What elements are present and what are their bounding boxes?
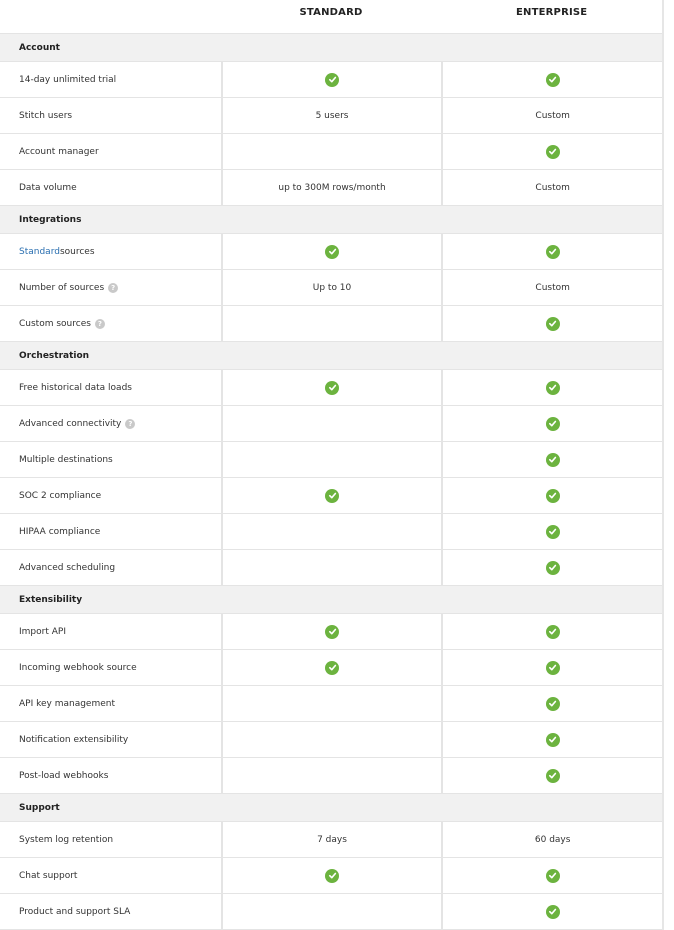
enterprise-value <box>441 370 662 405</box>
table-row <box>0 170 662 206</box>
standard-value <box>221 758 442 793</box>
standard-value: Up to 10 <box>221 270 442 305</box>
section-header: Support <box>0 794 662 822</box>
enterprise-value <box>441 306 662 341</box>
feature-label: 14-day unlimited trial <box>19 74 117 85</box>
section-header: Orchestration <box>0 342 662 370</box>
check-icon <box>546 73 560 87</box>
feature-label: Multiple destinations <box>19 454 113 465</box>
standard-sources-link[interactable]: Standard <box>19 246 60 257</box>
standard-value <box>221 722 442 757</box>
check-icon <box>546 561 560 575</box>
section-header: Account <box>0 34 662 62</box>
standard-value <box>221 550 442 585</box>
standard-value <box>221 134 442 169</box>
check-icon <box>325 73 339 87</box>
feature-label: Data volume <box>19 182 77 193</box>
feature-label: Post-load webhooks <box>19 770 109 781</box>
check-icon <box>546 869 560 883</box>
check-icon <box>546 453 560 467</box>
check-icon <box>325 625 339 639</box>
table-row <box>0 858 662 894</box>
check-icon <box>546 145 560 159</box>
standard-value <box>221 370 442 405</box>
enterprise-value <box>441 478 662 513</box>
table-row <box>0 98 662 134</box>
table-row <box>0 686 662 722</box>
table-row <box>0 234 662 270</box>
feature-label: API key management <box>19 698 116 709</box>
header-spacer <box>0 0 221 33</box>
table-row <box>0 514 662 550</box>
enterprise-value: Custom <box>441 170 662 205</box>
feature-label: Notification extensibility <box>19 734 129 745</box>
enterprise-value <box>441 650 662 685</box>
table-body <box>0 34 662 930</box>
enterprise-value <box>441 442 662 477</box>
section-header: Extensibility <box>0 586 662 614</box>
feature-label: Chat support <box>19 870 78 881</box>
enterprise-value: Custom <box>441 270 662 305</box>
standard-column-title: STANDARD <box>299 7 363 18</box>
feature-label: Advanced connectivity ? <box>0 406 221 441</box>
enterprise-value <box>441 62 662 97</box>
table-row <box>0 406 662 442</box>
table-row <box>0 62 662 98</box>
section-header: Integrations <box>0 206 662 234</box>
feature-label: Custom sources ? <box>0 306 221 341</box>
standard-value <box>221 650 442 685</box>
feature-label: HIPAA compliance <box>19 526 101 537</box>
standard-value: up to 300M rows/month <box>221 170 442 205</box>
feature-label: Import API <box>19 626 66 637</box>
table-row <box>0 894 662 930</box>
enterprise-value <box>441 234 662 269</box>
table-row <box>0 270 662 306</box>
check-icon <box>546 317 560 331</box>
feature-label: Account manager <box>19 146 99 157</box>
standard-value <box>221 514 442 549</box>
check-icon <box>546 625 560 639</box>
table-row <box>0 134 662 170</box>
feature-label: Advanced scheduling <box>19 562 116 573</box>
enterprise-value: 60 days <box>441 822 662 857</box>
standard-value: 7 days <box>221 822 442 857</box>
standard-value <box>221 234 442 269</box>
table-row <box>0 758 662 794</box>
standard-value <box>221 442 442 477</box>
check-icon <box>546 417 560 431</box>
standard-value <box>221 406 442 441</box>
check-icon <box>325 381 339 395</box>
table-row <box>0 306 662 342</box>
feature-label: Stitch users <box>19 110 73 121</box>
table-row <box>0 614 662 650</box>
standard-value <box>221 686 442 721</box>
check-icon <box>325 489 339 503</box>
standard-value <box>221 478 442 513</box>
feature-label: Product and support SLA <box>19 906 131 917</box>
standard-value <box>221 614 442 649</box>
table-row <box>0 550 662 586</box>
check-icon <box>546 489 560 503</box>
enterprise-value: Custom <box>441 98 662 133</box>
check-icon <box>546 769 560 783</box>
standard-value: 5 users <box>221 98 442 133</box>
enterprise-value <box>441 722 662 757</box>
standard-value <box>221 62 442 97</box>
enterprise-value <box>441 758 662 793</box>
enterprise-value <box>441 686 662 721</box>
enterprise-value <box>441 614 662 649</box>
table-row <box>0 650 662 686</box>
check-icon <box>325 869 339 883</box>
feature-label: Free historical data loads <box>19 382 132 393</box>
check-icon <box>546 245 560 259</box>
enterprise-value <box>441 406 662 441</box>
help-icon[interactable]: ? <box>95 319 105 329</box>
feature-label: Standard sources <box>19 246 95 257</box>
table-row <box>0 722 662 758</box>
check-icon <box>546 905 560 919</box>
table-row <box>0 822 662 858</box>
check-icon <box>546 733 560 747</box>
standard-value <box>221 858 442 893</box>
check-icon <box>546 525 560 539</box>
feature-label: Number of sources ? <box>0 270 221 305</box>
help-icon[interactable]: ? <box>125 419 135 429</box>
standard-value <box>221 306 442 341</box>
table-header <box>0 0 662 34</box>
table-row <box>0 478 662 514</box>
enterprise-value <box>441 858 662 893</box>
check-icon <box>325 661 339 675</box>
standard-value <box>221 894 442 929</box>
check-icon <box>546 661 560 675</box>
table-row <box>0 370 662 406</box>
feature-label: Incoming webhook source <box>19 662 137 673</box>
check-icon <box>325 245 339 259</box>
enterprise-value <box>441 514 662 549</box>
check-icon <box>546 697 560 711</box>
feature-label: System log retention <box>19 834 114 845</box>
enterprise-value <box>441 550 662 585</box>
enterprise-value <box>441 134 662 169</box>
feature-label: SOC 2 compliance <box>19 490 102 501</box>
help-icon[interactable]: ? <box>108 283 118 293</box>
enterprise-value <box>441 894 662 929</box>
enterprise-column-title: ENTERPRISE <box>516 7 588 18</box>
table-row <box>0 442 662 478</box>
check-icon <box>546 381 560 395</box>
